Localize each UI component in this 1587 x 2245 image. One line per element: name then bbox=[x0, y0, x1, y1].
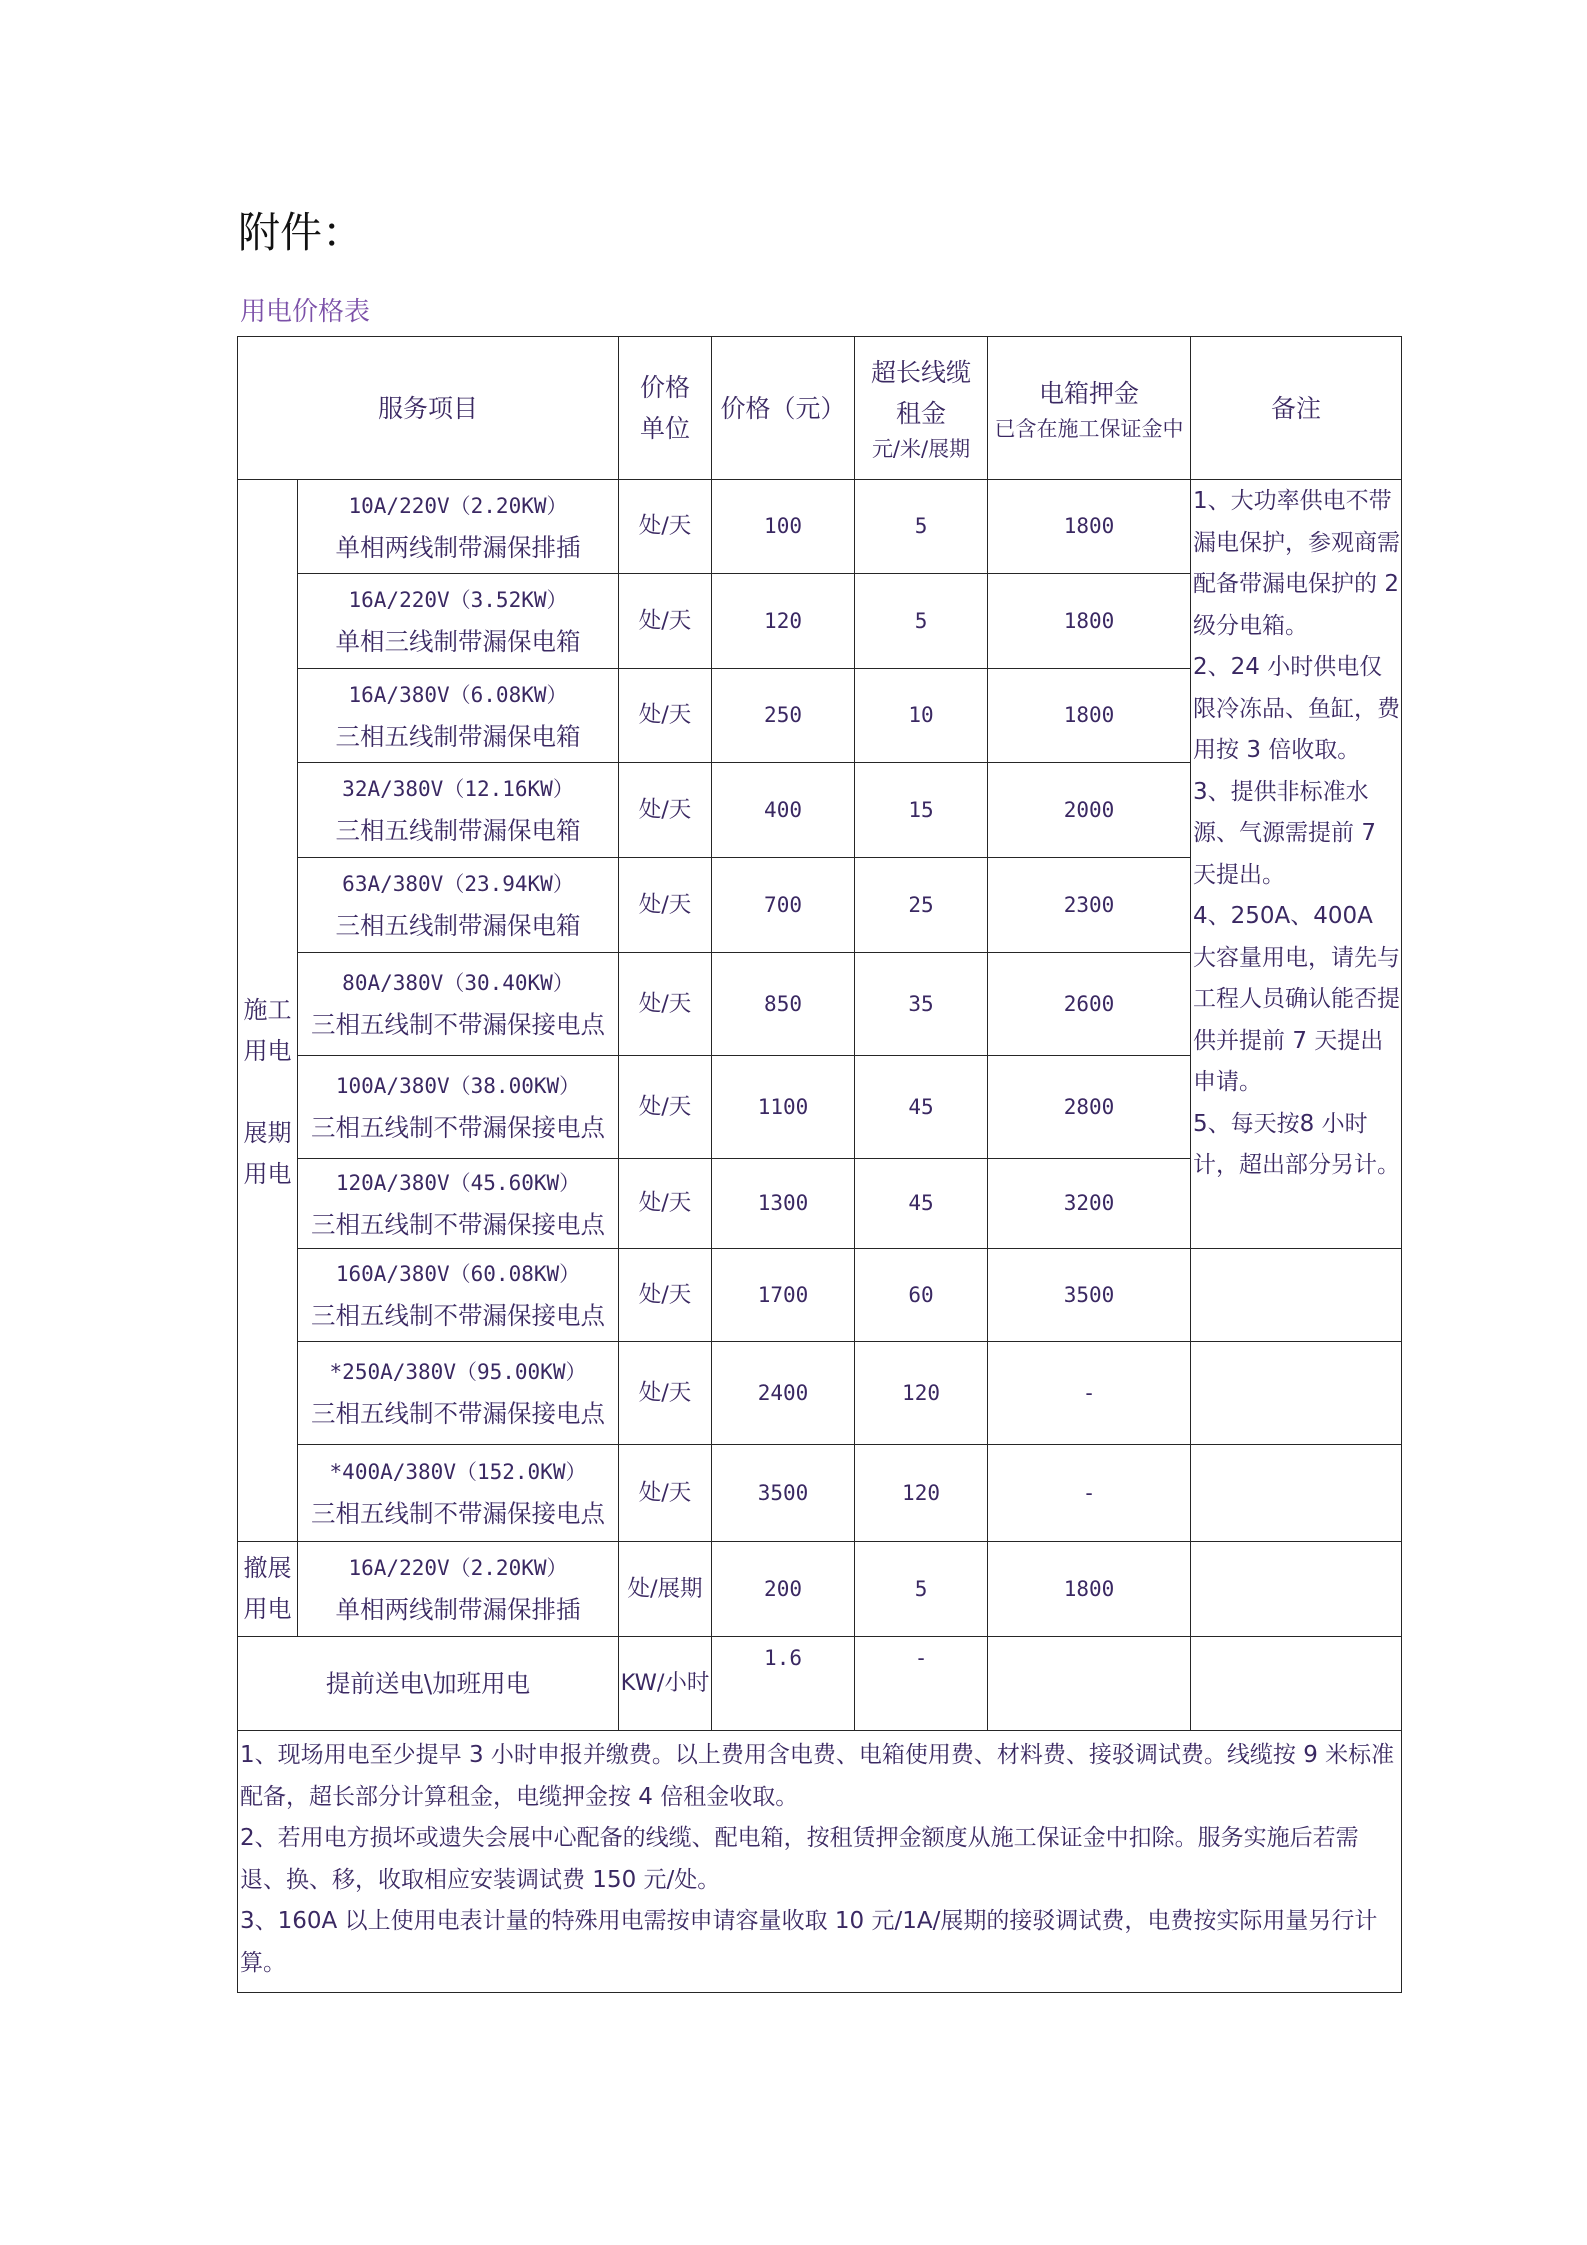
cable-rent-cell: 25 bbox=[855, 858, 988, 953]
category-label: 展期用电 bbox=[243, 1119, 292, 1188]
price-cell: 3500 bbox=[712, 1445, 855, 1542]
price-unit-cell: 处/天 bbox=[619, 1249, 712, 1342]
cable-rent-cell: 60 bbox=[855, 1249, 988, 1342]
service-item-cell bbox=[298, 1249, 619, 1342]
notes-cell bbox=[238, 1731, 1402, 1993]
price-table bbox=[237, 336, 1402, 1993]
overtime-remarks bbox=[1191, 1637, 1402, 1731]
service-spec: 63A/380V（23.94KW） bbox=[342, 872, 574, 896]
service-desc: 三相五线制不带漏保接电点 bbox=[311, 1010, 605, 1039]
service-desc: 三相五线制不带漏保接电点 bbox=[311, 1209, 605, 1239]
price-unit-cell: 处/天 bbox=[619, 1056, 712, 1159]
service-spec: 100A/380V（38.00KW） bbox=[335, 1074, 581, 1098]
header-price-label: 价格（元） bbox=[720, 393, 846, 423]
remark-item: 4、250A、400A 大容量用电，请先与工程人员确认能否提供并提前 7 天提出申请。 bbox=[1193, 903, 1401, 1095]
header-cable-rent-unit: 元/米/展期 bbox=[871, 437, 971, 461]
remark-item: 2、24 小时供电仅限冷冻品、鱼缸，费用按 3 倍收取。 bbox=[1193, 654, 1401, 763]
cable-rent-cell: 5 bbox=[855, 480, 988, 574]
price-unit-cell: 处/天 bbox=[619, 953, 712, 1056]
deposit-cell: - bbox=[988, 1342, 1191, 1445]
price-cell: 1100 bbox=[712, 1056, 855, 1159]
service-item-cell bbox=[298, 858, 619, 953]
cable-rent-cell: 35 bbox=[855, 953, 988, 1056]
service-spec: 80A/380V（30.40KW） bbox=[342, 971, 574, 995]
deposit-cell: - bbox=[988, 1445, 1191, 1542]
remark-item: 3、提供非标准水源、气源需提前 7 天提出。 bbox=[1193, 778, 1376, 888]
category-label: 施工用电 bbox=[243, 996, 292, 1065]
header-deposit-label: 电箱押金 bbox=[1039, 378, 1140, 408]
service-item-cell bbox=[298, 574, 619, 669]
remark-item: 5、每天按8 小时计，超出部分另计。 bbox=[1193, 1110, 1401, 1178]
service-item-cell bbox=[298, 763, 619, 858]
service-desc: 三相五线制不带漏保接电点 bbox=[311, 1499, 605, 1528]
header-price bbox=[712, 337, 855, 480]
service-item-cell bbox=[298, 480, 619, 574]
footer-rows bbox=[238, 1637, 1402, 1993]
service-desc: 单相两线制带漏保排插 bbox=[335, 532, 581, 562]
overtime-row bbox=[238, 1637, 1402, 1731]
deposit-cell: 2000 bbox=[988, 763, 1191, 858]
price-cell: 400 bbox=[712, 763, 855, 858]
price-unit-cell: 处/天 bbox=[619, 763, 712, 858]
price-cell: 120 bbox=[712, 574, 855, 669]
service-item-cell bbox=[298, 1056, 619, 1159]
service-spec: 160A/380V（60.08KW） bbox=[335, 1262, 581, 1286]
remarks-cell-empty bbox=[1191, 1445, 1402, 1542]
price-unit-cell: 处/天 bbox=[619, 480, 712, 574]
header-cable-rent bbox=[855, 337, 988, 480]
price-cell: 200 bbox=[712, 1542, 855, 1637]
deposit-cell: 2600 bbox=[988, 953, 1191, 1056]
price-rows bbox=[238, 480, 1402, 1637]
category-cell bbox=[238, 480, 298, 1542]
table-row bbox=[238, 1249, 1402, 1342]
service-spec: 32A/380V（12.16KW） bbox=[342, 777, 574, 801]
price-cell: 250 bbox=[712, 669, 855, 763]
deposit-cell: 1800 bbox=[988, 480, 1191, 574]
cable-rent-cell: 10 bbox=[855, 669, 988, 763]
header-price-unit-label: 价格单位 bbox=[640, 373, 691, 443]
price-unit-cell: 处/展期 bbox=[619, 1542, 712, 1637]
remark-item: 1、大功率供电不带漏电保护，参观商需配备带漏电保护的 2 级分电箱。 bbox=[1193, 488, 1401, 639]
deposit-cell: 1800 bbox=[988, 669, 1191, 763]
service-spec: *400A/380V（152.0KW） bbox=[329, 1460, 587, 1484]
service-item-cell bbox=[298, 1342, 619, 1445]
note-item: 1、现场用电至少提早 3 小时申报并缴费。以上费用含电费、电箱使用费、材料费、接驳调试费。线缆按 9 米标准配备，超长部分计算租金，电缆押金按 4 倍租金收取。 bbox=[240, 1742, 1395, 1810]
header-price-unit bbox=[619, 337, 712, 480]
service-spec: 10A/220V（2.20KW） bbox=[348, 493, 568, 518]
overtime-price-unit: KW/小时 bbox=[619, 1637, 712, 1731]
service-desc: 三相五线制不带漏保接电点 bbox=[311, 1399, 605, 1428]
price-unit-cell: 处/天 bbox=[619, 1159, 712, 1249]
overtime-price: 1.6 bbox=[712, 1637, 855, 1731]
cable-rent-cell: 45 bbox=[855, 1056, 988, 1159]
header-deposit-note: 已含在施工保证金中 bbox=[994, 416, 1184, 441]
overtime-deposit bbox=[988, 1637, 1191, 1731]
notes-row bbox=[238, 1731, 1402, 1993]
header-row bbox=[238, 337, 1402, 480]
service-desc: 三相五线制带漏保电箱 bbox=[335, 721, 581, 751]
price-cell: 850 bbox=[712, 953, 855, 1056]
cable-rent-cell: 120 bbox=[855, 1342, 988, 1445]
service-item-cell bbox=[298, 669, 619, 763]
service-desc: 三相五线制不带漏保接电点 bbox=[311, 1113, 605, 1142]
price-unit-cell: 处/天 bbox=[619, 858, 712, 953]
header-deposit bbox=[988, 337, 1191, 480]
deposit-cell: 1800 bbox=[988, 1542, 1191, 1637]
table-row bbox=[238, 1542, 1402, 1637]
header-service-item: 服务项目 bbox=[238, 337, 619, 480]
price-unit-cell: 处/天 bbox=[619, 1342, 712, 1445]
price-cell: 700 bbox=[712, 858, 855, 953]
deposit-cell: 3200 bbox=[988, 1159, 1191, 1249]
deposit-cell: 1800 bbox=[988, 574, 1191, 669]
service-item-cell bbox=[298, 1542, 619, 1637]
table-row bbox=[238, 1445, 1402, 1542]
service-item-cell bbox=[298, 1159, 619, 1249]
note-item: 2、若用电方损坏或遗失会展中心配备的线缆、配电箱，按租赁押金额度从施工保证金中扣除。服务实施后若需退、换、移，收取相应安装调试费 150 元/处。 bbox=[240, 1825, 1359, 1893]
service-desc: 单相两线制带漏保排插 bbox=[335, 1595, 581, 1624]
cable-rent-cell: 120 bbox=[855, 1445, 988, 1542]
price-cell: 100 bbox=[712, 480, 855, 574]
header-remarks: 备注 bbox=[1191, 337, 1402, 480]
service-spec: 16A/220V（3.52KW） bbox=[348, 588, 568, 612]
table-row bbox=[238, 480, 1402, 574]
remarks-cell-empty bbox=[1191, 1249, 1402, 1342]
price-unit-cell: 处/天 bbox=[619, 669, 712, 763]
table-header bbox=[238, 337, 1402, 480]
service-desc: 三相五线制带漏保电箱 bbox=[335, 816, 581, 845]
service-spec: *250A/380V（95.00KW） bbox=[329, 1360, 587, 1384]
service-spec: 16A/220V（2.20KW） bbox=[348, 1556, 568, 1580]
price-unit-cell: 处/天 bbox=[619, 1445, 712, 1542]
cable-rent-cell: 15 bbox=[855, 763, 988, 858]
deposit-cell: 2300 bbox=[988, 858, 1191, 953]
service-item-cell bbox=[298, 953, 619, 1056]
cable-rent-cell: 5 bbox=[855, 574, 988, 669]
remarks-cell-empty bbox=[1191, 1542, 1402, 1637]
table-row bbox=[238, 1342, 1402, 1445]
header-cable-rent-label: 超长线缆租金 bbox=[871, 358, 972, 428]
service-desc: 单相三线制带漏保电箱 bbox=[335, 627, 581, 656]
service-item-cell bbox=[298, 1445, 619, 1542]
note-item: 3、160A 以上使用电表计量的特殊用电需按申请容量收取 10 元/1A/展期的接驳调试费，电费按实际用量另行计算。 bbox=[240, 1908, 1378, 1976]
category-label: 撤展用电 bbox=[243, 1554, 292, 1623]
price-cell: 1700 bbox=[712, 1249, 855, 1342]
cable-rent-cell: 5 bbox=[855, 1542, 988, 1637]
overtime-service-item: 提前送电\加班用电 bbox=[238, 1637, 619, 1731]
price-cell: 2400 bbox=[712, 1342, 855, 1445]
service-desc: 三相五线制带漏保电箱 bbox=[335, 911, 581, 940]
attachment-heading: 附件： bbox=[238, 208, 365, 257]
deposit-cell: 3500 bbox=[988, 1249, 1191, 1342]
service-spec: 120A/380V（45.60KW） bbox=[335, 1170, 581, 1195]
category-cell bbox=[238, 1542, 298, 1637]
price-unit-cell: 处/天 bbox=[619, 574, 712, 669]
remarks-cell bbox=[1191, 480, 1402, 1249]
price-cell: 1300 bbox=[712, 1159, 855, 1249]
table-caption: 用电价格表 bbox=[240, 297, 371, 327]
deposit-cell: 2800 bbox=[988, 1056, 1191, 1159]
service-desc: 三相五线制不带漏保接电点 bbox=[311, 1301, 605, 1330]
overtime-cable-rent: - bbox=[855, 1637, 988, 1731]
service-spec: 16A/380V（6.08KW） bbox=[348, 682, 568, 707]
cable-rent-cell: 45 bbox=[855, 1159, 988, 1249]
remarks-cell-empty bbox=[1191, 1342, 1402, 1445]
